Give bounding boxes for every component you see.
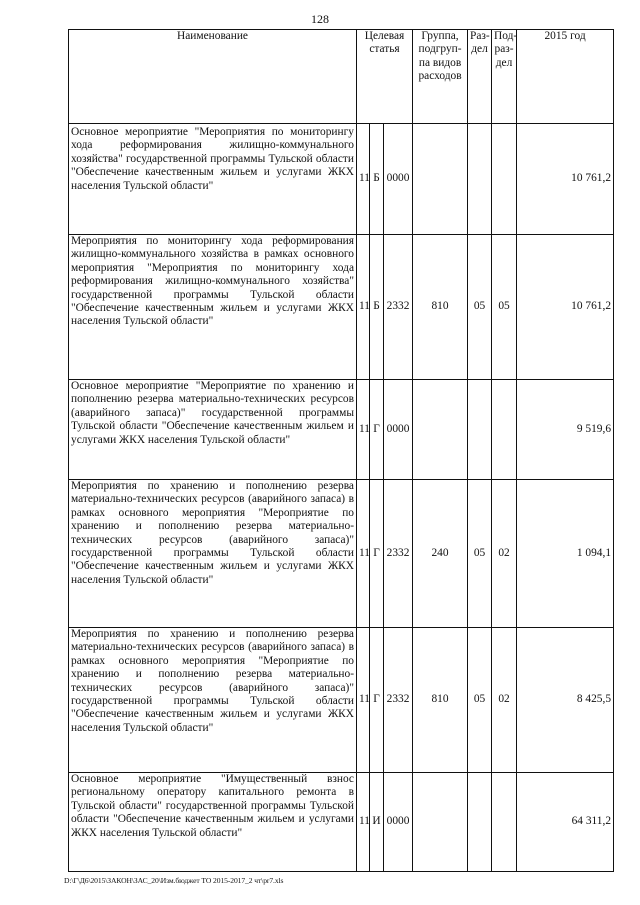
row-value: 10 761,2 <box>517 124 614 235</box>
row-subsection <box>492 773 517 872</box>
row-section <box>468 773 492 872</box>
table-row <box>69 480 614 628</box>
row-name: Основное мероприятие "Имущественный взнос региональному оператору капитального ремонта в Тульской области" государственной программы Тульской области "Обеспечение качественным жильем и услугами ЖКХ населения Тульской области" <box>69 773 357 872</box>
table-row <box>69 124 614 235</box>
header-target-article: Целевая статья <box>357 30 413 124</box>
row-code-c: 2332 <box>384 235 413 380</box>
row-code-a: 11 <box>357 628 370 773</box>
row-code-c: 2332 <box>384 628 413 773</box>
header-year: 2015 год <box>517 30 614 124</box>
row-code-a: 11 <box>357 380 370 480</box>
row-value: 10 761,2 <box>517 235 614 380</box>
row-code-a: 11 <box>357 773 370 872</box>
file-path-footer: D:\Г\Д6\2015\ЗАКОН\ЗАС_20\Изм.бюджет ТО 2015-2017_2 чт\pr7.xls <box>64 876 284 885</box>
row-subsection: 02 <box>492 628 517 773</box>
row-code-b: Б <box>370 235 384 380</box>
row-name: Мероприятия по хранению и пополнению резерва материально-технических ресурсов (аварийного запаса) в рамках основного мероприятия "Мероприятие по хранению и пополнению резерва материально-технических ресурсов (аварийного запаса)" государственной программы Тульской области "Обеспечение качественным жильем и услугами ЖКХ населения Тульской области" <box>69 628 357 773</box>
row-group: 810 <box>413 628 468 773</box>
header-expense-group: Группа, подгруп-па видов расходов <box>413 30 468 124</box>
row-group <box>413 380 468 480</box>
row-section: 05 <box>468 480 492 628</box>
row-value: 1 094,1 <box>517 480 614 628</box>
row-code-b: Б <box>370 124 384 235</box>
table-row <box>69 628 614 773</box>
row-code-a: 11 <box>357 124 370 235</box>
row-group: 810 <box>413 235 468 380</box>
row-section: 05 <box>468 628 492 773</box>
row-section <box>468 380 492 480</box>
row-subsection <box>492 380 517 480</box>
table-row <box>69 380 614 480</box>
budget-table <box>68 29 614 872</box>
table-header-row <box>69 30 614 124</box>
row-code-c: 2332 <box>384 480 413 628</box>
row-subsection: 02 <box>492 480 517 628</box>
header-subsection: Под-раз-дел <box>492 30 517 124</box>
header-name: Наименование <box>69 30 357 124</box>
row-section: 05 <box>468 235 492 380</box>
row-name: Основное мероприятие "Мероприятие по хранению и пополнению резерва материально-технических ресурсов (аварийного запаса)" государственной программы Тульской области "Обеспечение качественным жильем и услугами ЖКХ населения Тульской области" <box>69 380 357 480</box>
row-value: 8 425,5 <box>517 628 614 773</box>
page-number: 128 <box>311 12 329 26</box>
header-section: Раз-дел <box>468 30 492 124</box>
row-code-c: 0000 <box>384 124 413 235</box>
row-group <box>413 773 468 872</box>
row-value: 9 519,6 <box>517 380 614 480</box>
row-code-b: И <box>370 773 384 872</box>
table-row <box>69 773 614 872</box>
row-code-c: 0000 <box>384 380 413 480</box>
row-section <box>468 124 492 235</box>
row-group <box>413 124 468 235</box>
row-code-c: 0000 <box>384 773 413 872</box>
row-subsection: 05 <box>492 235 517 380</box>
row-code-b: Г <box>370 628 384 773</box>
row-group: 240 <box>413 480 468 628</box>
row-code-b: Г <box>370 480 384 628</box>
row-name: Основное мероприятие "Мероприятия по мониторингу хода реформирования жилищно-коммунального хозяйства" государственной программы Тульской области "Обеспечение качественным жильем и услугами ЖКХ населения Тульской области" <box>69 124 357 235</box>
row-name: Мероприятия по хранению и пополнению резерва материально-технических ресурсов (аварийного запаса) в рамках основного мероприятия "Мероприятие по хранению и пополнению резерва материально-технических ресурсов (аварийного запаса)" государственной программы Тульской области "Обеспечение качественным жильем и услугами ЖКХ населения Тульской области" <box>69 480 357 628</box>
row-code-a: 11 <box>357 235 370 380</box>
row-name: Мероприятия по мониторингу хода реформирования жилищно-коммунального хозяйства в рамках основного мероприятия "Мероприятия по мониторингу хода реформирования жилищно-коммунального хозяйства" государственной программы Тульской области "Обеспечение качественным жильем и услугами ЖКХ населения Тульской области" <box>69 235 357 380</box>
table-row <box>69 235 614 380</box>
row-subsection <box>492 124 517 235</box>
row-value: 64 311,2 <box>517 773 614 872</box>
row-code-b: Г <box>370 380 384 480</box>
row-code-a: 11 <box>357 480 370 628</box>
